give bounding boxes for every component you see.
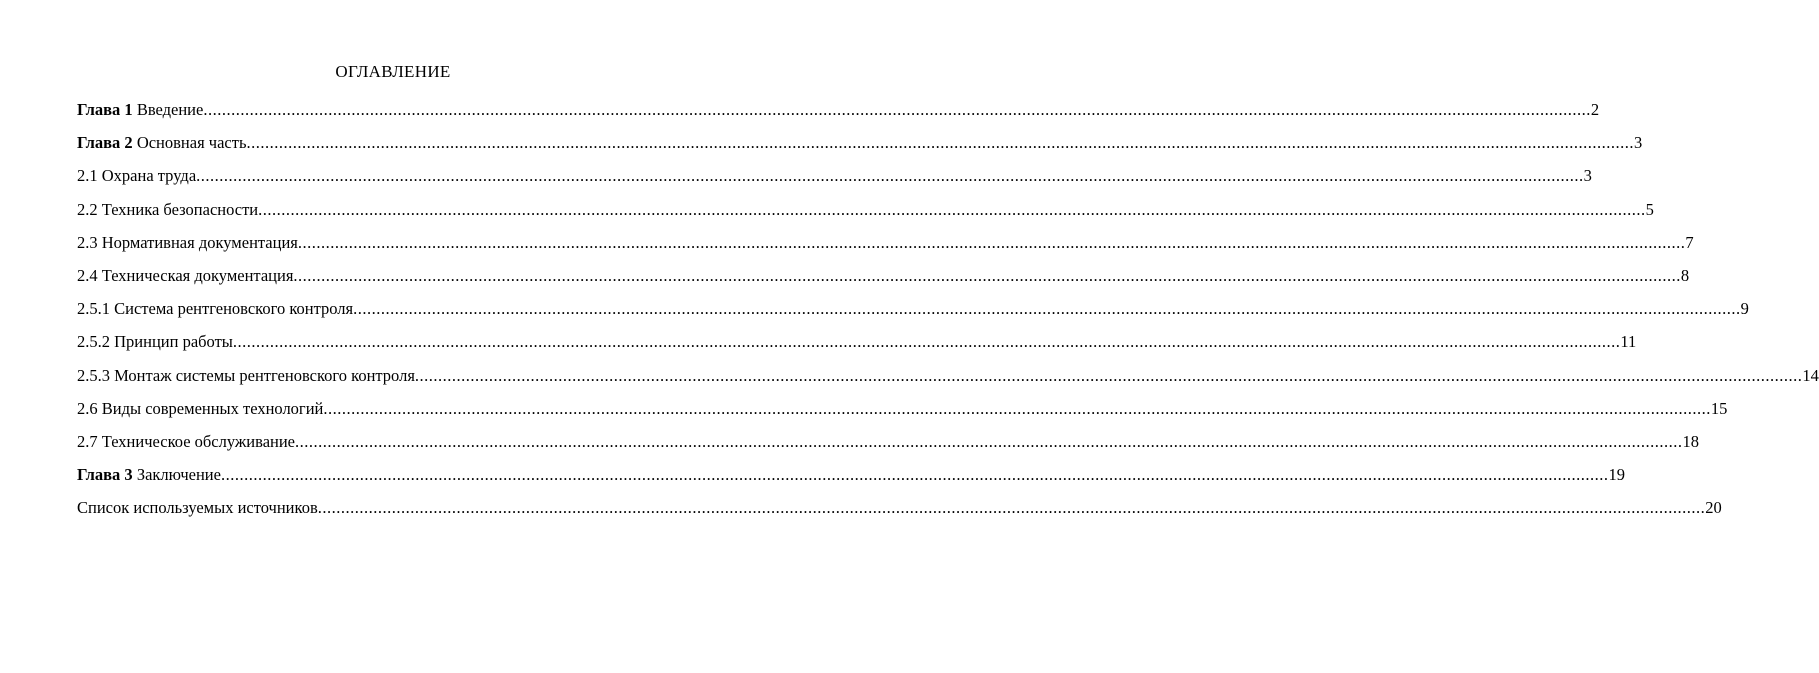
toc-entry	[77, 226, 1694, 259]
toc-entry-text	[77, 425, 295, 458]
toc-entry	[77, 458, 1625, 491]
toc-entry-text	[77, 491, 318, 524]
toc-leader-dots: ............................................................................................................................................................................................................................................................................................................	[317, 498, 1706, 518]
toc-leader-dots: ............................................................................................................................................................................................................................................................................................................	[295, 431, 1683, 451]
toc-entry-text	[77, 259, 293, 292]
toc-entry-label: Заключение	[132, 465, 221, 485]
toc-entry-text	[77, 359, 415, 392]
toc-entry	[77, 93, 1600, 126]
toc-leader-dots: ............................................................................................................................................................................................................................................................................................................	[258, 199, 1646, 219]
toc-leader-dots: ............................................................................................................................................................................................................................................................................................................	[353, 299, 1741, 319]
toc-entry	[77, 193, 1654, 226]
toc-entry-label: 2.3 Нормативная документация	[77, 232, 298, 252]
toc-entry-label: 2.4 Техническая документация	[77, 265, 294, 285]
toc-entry	[77, 126, 1643, 159]
toc-entry-label: 2.6 Виды современных технологий	[77, 398, 324, 418]
toc-entry-page: 2	[1590, 100, 1600, 119]
toc-entry-chapter: Глава 2	[77, 133, 133, 153]
toc-entry-text	[77, 126, 246, 159]
toc-leader-dots: ............................................................................................................................................................................................................................................................................................................	[220, 465, 1609, 485]
toc-list	[77, 93, 1819, 524]
toc-entry-page: 9	[1740, 299, 1749, 319]
toc-leader-dots: ............................................................................................................................................................................................................................................................................................................	[297, 232, 1686, 252]
toc-entry-text	[77, 93, 203, 126]
toc-entry-page: 11	[1620, 332, 1637, 352]
toc-entry-label: 2.5.1 Система рентгеновского контроля	[77, 299, 354, 319]
toc-entry-label: Основная часть	[132, 133, 247, 153]
toc-leader-dots: ............................................................................................................................................................................................................................................................................................................	[246, 133, 1634, 153]
toc-leader-dots: ............................................................................................................................................................................................................................................................................................................	[203, 100, 1591, 119]
toc-entry	[77, 259, 1690, 292]
toc-entry-label: Список используемых источников	[77, 498, 318, 518]
toc-leader-dots: ............................................................................................................................................................................................................................................................................................................	[414, 365, 1803, 385]
toc-entry-page: 15	[1710, 398, 1728, 418]
toc-entry	[77, 425, 1699, 458]
toc-entry	[77, 392, 1728, 425]
toc-entry-page: 19	[1608, 465, 1625, 485]
toc-entry-text	[77, 193, 258, 226]
toc-entry-label: 2.5.3 Монтаж системы рентгеновского контроля	[77, 365, 415, 385]
toc-entry-text	[77, 392, 323, 425]
toc-entry-page: 5	[1645, 199, 1654, 219]
toc-entry-page: 14	[1802, 365, 1819, 385]
toc-entry-text	[77, 325, 233, 358]
toc-entry	[77, 491, 1722, 524]
toc-entry	[77, 359, 1819, 392]
toc-entry-text	[77, 292, 353, 325]
toc-entry	[77, 325, 1637, 358]
toc-entry-chapter: Глава 3	[77, 465, 133, 485]
toc-entry-text	[77, 226, 298, 259]
toc-title: ОГЛАВЛЕНИЕ	[335, 62, 451, 81]
toc-leader-dots: ............................................................................................................................................................................................................................................................................................................	[323, 398, 1711, 418]
toc-entry-page: 3	[1583, 166, 1592, 186]
toc-entry-label: 2.5.2 Принцип работы	[77, 332, 233, 352]
toc-entry-chapter: Глава 1	[77, 100, 133, 119]
toc-entry	[77, 159, 1592, 192]
toc-entry-label: 2.2 Техника безопасности	[77, 199, 259, 219]
toc-leader-dots: ............................................................................................................................................................................................................................................................................................................	[293, 265, 1681, 285]
toc-entry-label: 2.7 Техническое обслуживание	[77, 431, 295, 451]
toc-leader-dots: ............................................................................................................................................................................................................................................................................................................	[232, 332, 1621, 352]
toc-entry-page: 18	[1682, 431, 1699, 451]
toc-entry-text	[77, 458, 221, 491]
toc-entry-label: 2.1 Охрана труда	[77, 166, 197, 186]
toc-entry-label: Введение	[132, 100, 204, 119]
toc-entry	[77, 292, 1749, 325]
toc-entry-page: 3	[1633, 133, 1643, 153]
toc-leader-dots: ............................................................................................................................................................................................................................................................................................................	[196, 166, 1584, 186]
toc-entry-page: 20	[1705, 498, 1722, 518]
toc-entry-page: 7	[1685, 232, 1694, 252]
toc-entry-page: 8	[1680, 265, 1690, 285]
toc-entry-text	[77, 159, 196, 192]
